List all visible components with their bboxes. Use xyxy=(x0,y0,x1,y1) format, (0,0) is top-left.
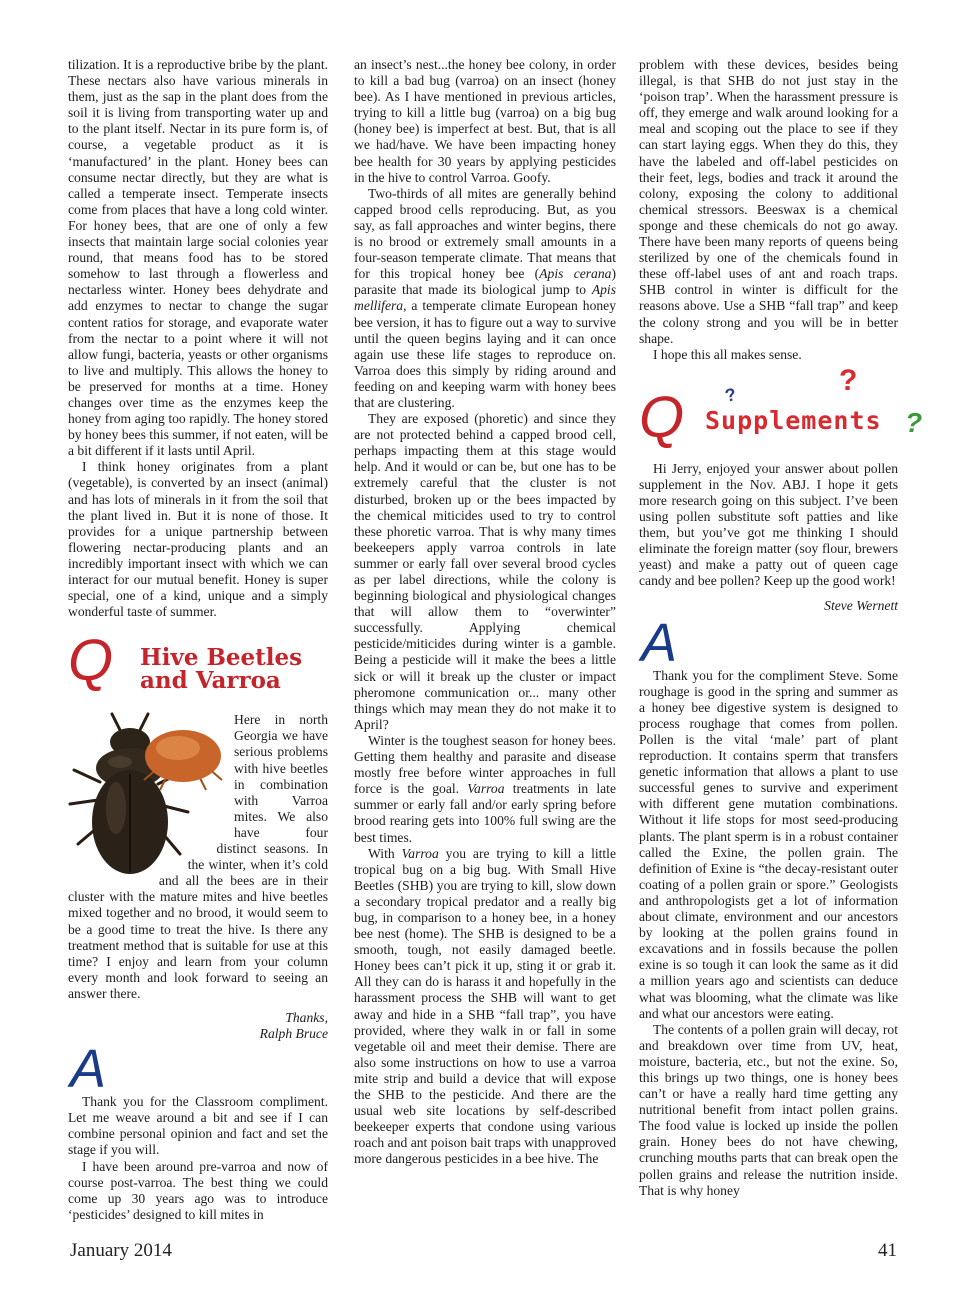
question-body: Hi Jerry, enjoyed your answer about pollen supplement in the Nov. ABJ. I hope it gets more research going on this subject. I’ve been using pollen substitute soft patties and like them, but you’ve got me thinking I should eliminate the foreign matter (soy flour, brewers yeast) and make a patty out of queen cage candy and bee pollen? Keep up the good work! xyxy=(639,460,898,589)
issue-date: January 2014 xyxy=(70,1240,172,1261)
answer-letter: A xyxy=(70,1039,107,1100)
signature-name: Steve Wernett xyxy=(824,597,898,613)
body-paragraph: They are exposed (phoretic) and since they are not protected behind a capped brood cell, perhaps impacting them at this stage would help. And it would or can be, but one has to be extremely careful that the cluster is not disturbed, broken up or the bees impacted by the chemical miticides used to try to control these phoretic varroa. That is why many times beekeepers apply varroa controls in late summer or early fall over several brood cycles as per label directions, while the colony is beginning biological and physiological changes that will allow them to “overwinter” successfully. Applying chemical pesticide/miticides during winter is a gamble. Being a pesticide will it make the bees a little sick or will it break up the cluster or impact pheromone communication or... many other things which may mean they do not make it to April? xyxy=(354,411,616,732)
question-title xyxy=(140,644,303,695)
answer-paragraph: The contents of a pollen grain will decay, rot and breakdown over time from UV, heat, moisture, bacteria, etc., but not the exine. So, this brings up two things, one is honey bees can’t or have a really hard time getting any nutritional benefit from intact pollen grains. The food value is locked up inside the pollen grain. Honey bees do not have chewing, crunching mouths parts that can break open the pollen grains and release the nutrition inside. That is why honey xyxy=(639,1021,898,1198)
species-name: Varroa xyxy=(401,845,439,861)
question-mark-small: ? xyxy=(723,383,738,406)
body-paragraph xyxy=(354,186,616,411)
body-paragraph: problem with these devices, besides being illegal, is that SHB do not just stay in the ‘poison trap’. When the harassment pressure is off, they emerge and walk around looking for a meal and scoping out the place to see if they can start laying eggs. When they do this, they have the labeled and off-label pesticides on their feet, legs, bodies and track it around the colony, exposing the colony to additional chemical stressors. Beeswax is a chemical sponge and these chemicals do not go away. There have been many reports of queens being sterilized by one of the chemicals found in these off-label uses of ant and roach traps. SHB control in winter is difficult for the reasons above. Use a SHB “fall trap” and keep the colony strong and you will be in better shape. xyxy=(639,57,898,346)
question-title-line2: and Varroa xyxy=(140,667,281,695)
question-mark-large: ? xyxy=(839,363,858,397)
body-paragraph xyxy=(354,846,616,1168)
signature-name: Ralph Bruce xyxy=(259,1026,328,1042)
answer-paragraph: Thank you for the Classroom compliment. Let me weave around a bit and see if I can combine personal opinion and fact and set the stage if you will. xyxy=(68,1094,328,1158)
answer-paragraph: Thank you for the compliment Steve. Some roughage is good in the spring and summer as a honey bee digestive system is designed to process roughage that comes from pollen. Pollen is the vital ‘male’ part of plant reproduction. It contains sperm that transfers genetic information that allows a plant to use successful genes to survive and experiment with different gene mutation combinations. Without it life stops for most seed-producing plants. The plant sperm is in a robust container called the Exine, the pollen grain. The definition of Exine is “the decay-resistant outer coating of a pollen grain or spore.” Geologists and anthropologists get a lot of information about climate, environment and our ancestors by looking at the pollen grains found in excavations and in fossils because the pollen exine is so tough it can look the same as it did a million years ago and scientists can deduce what was blooming, what the climate was like and what our ancestors were eating. xyxy=(639,667,898,1021)
species-name: Varroa xyxy=(467,781,505,797)
question-letter: Q xyxy=(639,384,685,450)
question-heading-hive-beetles xyxy=(68,628,328,704)
body-paragraph: I think honey originates from a plant (vegetable), is converted by an insect (animal) and has lots of minerals in it from the soil that the plant lived in. But it is none of those. It provides for a unique partnership between flowering nectar-producing plants and an incredibly important insect with which we can interact for our mutual benefit. Honey is super special, one of a kind, unique and a simply wonderful taste of summer. xyxy=(68,459,328,620)
text-run: With xyxy=(368,845,402,861)
column-left xyxy=(68,57,328,1223)
question-heading-supplements xyxy=(639,363,923,453)
question-title-line1: Hive Beetles xyxy=(140,644,303,672)
body-paragraph: an insect’s nest...the honey bee colony, in order to kill a bad bug (varroa) on an insect (honey bee). As I have mentioned in previous articles, trying to kill a little bug (varroa) on a big bug (honey bee) is imperfect at best. But, that is all we had/have. We have been impacting honey bee health for 30 years by applying pesticides in the hive to control Varroa. Goofy. xyxy=(354,57,616,185)
species-name: Apis mellifera xyxy=(354,282,616,314)
text-run: Two-thirds of all mites are generally behind capped brood cells reproducing. But, as you say, as fall approaches and winter begins, there is no brood or extremely small amounts in a four-season temperate climate. That means that for this tropical honey bee ( xyxy=(354,185,616,282)
question-letter: Q xyxy=(68,628,114,694)
signature-block xyxy=(68,1010,328,1042)
text-run: ) parasite that made its biological jump to xyxy=(354,266,616,298)
body-paragraph xyxy=(354,733,616,846)
answer-paragraph: I have been around pre-varroa and now of course post-varroa. The best thing we could come up 30 years ago was to introduce ‘pesticides’ designed to kill mites in xyxy=(68,1158,328,1222)
beetle-mite-illustration xyxy=(60,712,228,880)
question-body: Here in north Georgia we have serious problems with hive beetles in combination with Varroa mites. We also have four distinct seasons. In the winter, when it’s cold and all the bees are in their cluster with the mature mites and hive beetles mixed together and no brood, it would seem to be a good time to treat the hive. Is there any treatment method that is suitable for use at this time? I enjoy and learn from your column every month and look forward to seeing an answer there. xyxy=(68,712,328,1001)
text-run: , a temperate climate European honey bee version, it has to figure out a way to survive until the queen begins laying and it can once again use these life stages to reproduce on. Varroa does this simply by riding around and feeding on and keeping warm with honey bees that are clustering. xyxy=(354,298,616,410)
species-name: Apis cerana xyxy=(539,266,612,282)
column-right xyxy=(639,57,923,1199)
text-run: treatments in late summer or early fall and/or early spring before brood rearing gets into 100% full swing are the best times. xyxy=(354,781,616,845)
text-run: you are trying to kill a little tropical bug on a big bug. With Small Hive Beetles (SHB) you are trying to kill, slow down a secondary tropical predator and a really big bug, in comparison to a honey bee, in a honey bee nest (home). The SHB is designed to be a smooth, tough, not easily damaged beetle. Honey bees can’t pick it up, sting it or grab it. All they can do is harass it and hopefully in the harassment process the SHB will want to get away and hide in a SHB “fall trap”, you have provided, where they walk in or fall in some vegetable oil and meet their demise. There are also some instructions on how to use a varroa mite strip and build a device that will expose the SHB to the pesticide. And there are the usual web site locations by self-described beekeeper experts that condone using various roach and ant poison bait traps with unapproved more dangerous pesticides in a bee hive. The xyxy=(354,845,616,1167)
column-middle xyxy=(354,57,616,1167)
answer-letter: A xyxy=(641,612,678,673)
body-paragraph: I hope this all makes sense. xyxy=(653,346,802,362)
question-mark-green: ? xyxy=(905,406,923,438)
body-paragraph: tilization. It is a reproductive bribe by the plant. These nectars also have various minerals in them, just as the sap in the plant does from the soil it is living from transporting water up and to the plant itself. Nectar in its pure form is, of course, a vegetable product as it is ‘manufactured’ in the plant. Honey bees can consume nectar directly, but they are what is called a temperate insect. Temperate insects come from places that have a long cold winter. For honey bees, that are one of only a few insects that maintain large social colonies year round, that means food has to be stored somehow to last through a flowerless and nectarless winter. Honey bees dehydrate and add enzymes to nectar to change the sugar content ratios for storage, and evaporate water from the nectar to a point where it will not allow fungi, bacteria, yeasts or other organisms to live and multiply. This allows the honey to be preserved for months at a time. Honey changes over time as the enzymes keep the honey from aging too rapidly. The honey stored by honey bees this summer, if not eaten, will be a bit different if it lasts until April. xyxy=(68,57,328,459)
question-title: Supplements xyxy=(705,405,882,435)
varroa-mite-image xyxy=(138,724,228,794)
text-run: Winter is the toughest season for honey bees. Getting them healthy and parasite and disease mostly free before winter approaches in full force is the goal. xyxy=(354,732,616,797)
signature-thanks: Thanks, xyxy=(285,1009,328,1025)
page-number: 41 xyxy=(878,1240,897,1261)
